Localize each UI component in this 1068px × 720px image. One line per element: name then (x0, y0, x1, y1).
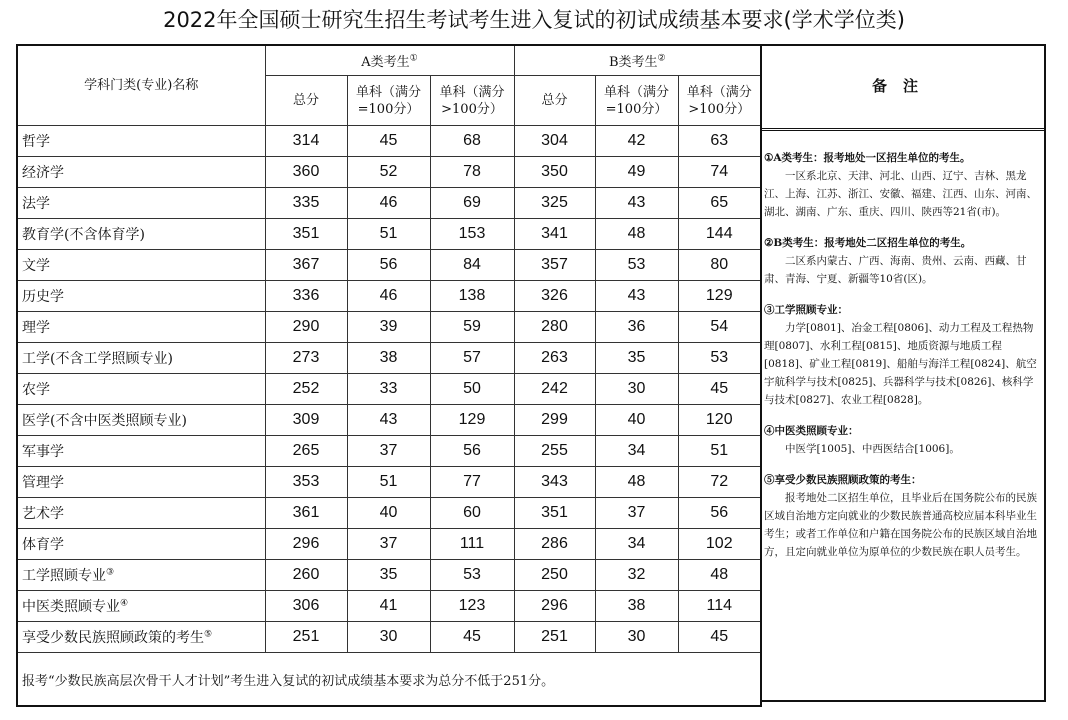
note-heading: ③工学照顾专业： (764, 304, 848, 316)
score-cell: 53 (678, 343, 761, 374)
score-cell: 46 (347, 188, 430, 219)
table-row (17, 498, 761, 529)
score-cell: 48 (595, 219, 678, 250)
score-cell: 45 (347, 126, 430, 157)
score-cell: 314 (265, 126, 347, 157)
discipline-name: 中医类照顾专业④ (17, 591, 265, 622)
score-cell: 72 (678, 467, 761, 498)
table-row (17, 157, 761, 188)
score-cell: 51 (347, 467, 430, 498)
score-cell: 280 (514, 312, 595, 343)
discipline-name: 经济学 (17, 157, 265, 188)
note-mark: ② (657, 53, 666, 64)
b-single100-header: 单科（满分 =100分） (595, 76, 678, 126)
score-cell: 53 (430, 560, 514, 591)
score-cell: 102 (678, 529, 761, 560)
score-cell: 59 (430, 312, 514, 343)
discipline-name: 体育学 (17, 529, 265, 560)
score-cell: 80 (678, 250, 761, 281)
score-cell: 251 (514, 622, 595, 653)
score-cell: 260 (265, 560, 347, 591)
score-cell: 353 (265, 467, 347, 498)
score-cell: 65 (678, 188, 761, 219)
score-cell: 38 (595, 591, 678, 622)
score-cell: 43 (595, 188, 678, 219)
score-cell: 250 (514, 560, 595, 591)
score-cell: 309 (265, 405, 347, 436)
score-cell: 129 (678, 281, 761, 312)
score-cell: 114 (678, 591, 761, 622)
score-cell: 30 (595, 374, 678, 405)
score-cell: 41 (347, 591, 430, 622)
notes-panel (760, 44, 1046, 702)
score-cell: 360 (265, 157, 347, 188)
score-cell: 60 (430, 498, 514, 529)
notes-body (762, 131, 1044, 561)
table-row (17, 436, 761, 467)
discipline-name: 工学(不含工学照顾专业) (17, 343, 265, 374)
score-cell: 45 (678, 622, 761, 653)
discipline-name: 历史学 (17, 281, 265, 312)
score-cell: 299 (514, 405, 595, 436)
score-cell: 34 (595, 529, 678, 560)
score-cell: 34 (595, 436, 678, 467)
discipline-name: 文学 (17, 250, 265, 281)
score-cell: 111 (430, 529, 514, 560)
score-cell: 48 (678, 560, 761, 591)
note-item (764, 471, 1038, 561)
table-row (17, 405, 761, 436)
score-cell: 138 (430, 281, 514, 312)
note-heading: ⑤享受少数民族照顾政策的考生： (764, 474, 922, 486)
score-cell: 77 (430, 467, 514, 498)
score-cell: 74 (678, 157, 761, 188)
score-cell: 351 (265, 219, 347, 250)
table-row (17, 126, 761, 157)
discipline-name: 艺术学 (17, 498, 265, 529)
discipline-header: 学科门类(专业)名称 (17, 45, 265, 126)
score-cell: 46 (347, 281, 430, 312)
note-heading: ④中医类照顾专业： (764, 425, 859, 437)
score-cell: 40 (347, 498, 430, 529)
score-cell: 351 (514, 498, 595, 529)
a-singleover-header: 单科（满分 >100分） (430, 76, 514, 126)
discipline-name: 工学照顾专业③ (17, 560, 265, 591)
score-cell: 296 (514, 591, 595, 622)
score-cell: 30 (347, 622, 430, 653)
note-item (764, 149, 1038, 221)
discipline-name: 教育学(不含体育学) (17, 219, 265, 250)
score-cell: 120 (678, 405, 761, 436)
score-cell: 33 (347, 374, 430, 405)
score-cell: 251 (265, 622, 347, 653)
score-cell: 357 (514, 250, 595, 281)
score-cell: 263 (514, 343, 595, 374)
score-cell: 35 (595, 343, 678, 374)
score-cell: 325 (514, 188, 595, 219)
note-text: 中医学[1005]、中西医结合[1006]。 (785, 443, 960, 455)
score-cell: 341 (514, 219, 595, 250)
table-row (17, 219, 761, 250)
score-cell: 35 (347, 560, 430, 591)
score-cell: 129 (430, 405, 514, 436)
note-text: 力学[0801]、冶金工程[0806]、动力工程及工程热物理[0807]、水利工程[0815]、地质资源与地质工程[0818]、矿业工程[0819]、船舶与海洋工程[0824]、航空宇航科学与技术[0825]、兵器科学与技术[0826]、核科学与技术[0827]、农业工程[0828]。 (764, 322, 1037, 406)
score-cell: 255 (514, 436, 595, 467)
note-heading: ①A类考生：报考地处一区招生单位的考生。 (764, 152, 971, 164)
group-b-header: B类考生② (514, 45, 761, 76)
discipline-name: 法学 (17, 188, 265, 219)
score-cell: 56 (678, 498, 761, 529)
score-cell: 57 (430, 343, 514, 374)
score-cell: 51 (347, 219, 430, 250)
score-cell: 123 (430, 591, 514, 622)
note-mark: ① (409, 53, 418, 64)
discipline-name: 哲学 (17, 126, 265, 157)
table-row (17, 250, 761, 281)
score-cell: 252 (265, 374, 347, 405)
score-cell: 37 (595, 498, 678, 529)
score-cell: 336 (265, 281, 347, 312)
score-cell: 350 (514, 157, 595, 188)
score-cell: 38 (347, 343, 430, 374)
b-singleover-header: 单科（满分 >100分） (678, 76, 761, 126)
table-row (17, 312, 761, 343)
table-row (17, 529, 761, 560)
page-title: 2022年全国硕士研究生招生考试考生进入复试的初试成绩基本要求(学术学位类) (163, 8, 905, 32)
table-row (17, 591, 761, 622)
score-cell: 49 (595, 157, 678, 188)
discipline-name: 理学 (17, 312, 265, 343)
score-cell: 45 (430, 622, 514, 653)
score-cell: 343 (514, 467, 595, 498)
note-text: 报考地处二区招生单位，且毕业后在国务院公布的民族区域自治地方定向就业的少数民族普通高校应届本科毕业生考生；或者工作单位和户籍在国务院公布的民族区域自治地方，且定向就业单位为原单位的少数民族在职人员考生。 (764, 492, 1037, 558)
discipline-name: 军事学 (17, 436, 265, 467)
score-cell: 326 (514, 281, 595, 312)
score-cell: 361 (265, 498, 347, 529)
score-cell: 39 (347, 312, 430, 343)
score-cell: 42 (595, 126, 678, 157)
score-cell: 68 (430, 126, 514, 157)
b-total-header: 总分 (514, 76, 595, 126)
score-cell: 52 (347, 157, 430, 188)
note-item (764, 234, 1038, 288)
note-mark: ⑤ (204, 629, 213, 640)
note-item (764, 301, 1038, 409)
score-cell: 296 (265, 529, 347, 560)
score-cell: 84 (430, 250, 514, 281)
table-row (17, 188, 761, 219)
score-cell: 43 (595, 281, 678, 312)
score-cell: 304 (514, 126, 595, 157)
score-cell: 40 (595, 405, 678, 436)
note-item (764, 422, 1038, 458)
score-cell: 30 (595, 622, 678, 653)
note-heading: ②B类考生：报考地处二区招生单位的考生。 (764, 237, 972, 249)
score-cell: 69 (430, 188, 514, 219)
note-mark: ③ (106, 567, 115, 578)
score-cell: 50 (430, 374, 514, 405)
score-cell: 306 (265, 591, 347, 622)
discipline-name: 管理学 (17, 467, 265, 498)
notes-header: 备注 (762, 46, 1044, 131)
score-cell: 56 (347, 250, 430, 281)
score-cell: 78 (430, 157, 514, 188)
table-row (17, 281, 761, 312)
score-cell: 367 (265, 250, 347, 281)
score-cell: 153 (430, 219, 514, 250)
discipline-name: 医学(不含中医类照顾专业) (17, 405, 265, 436)
score-cell: 48 (595, 467, 678, 498)
note-text: 一区系北京、天津、河北、山西、辽宁、吉林、黑龙江、上海、江苏、浙江、安徽、福建、江西、山东、河南、湖北、湖南、广东、重庆、四川、陕西等21省(市)。 (764, 170, 1037, 218)
note-text: 二区系内蒙古、广西、海南、贵州、云南、西藏、甘肃、青海、宁夏、新疆等10省(区)。 (764, 255, 1027, 285)
score-cell: 45 (678, 374, 761, 405)
discipline-name: 享受少数民族照顾政策的考生⑤ (17, 622, 265, 653)
score-cell: 37 (347, 436, 430, 467)
score-cell: 63 (678, 126, 761, 157)
score-cell: 290 (265, 312, 347, 343)
score-cell: 286 (514, 529, 595, 560)
score-cell: 53 (595, 250, 678, 281)
footer-note: 报考“少数民族高层次骨干人才计划”考生进入复试的初试成绩基本要求为总分不低于251分。 (17, 653, 761, 707)
score-cell: 37 (347, 529, 430, 560)
score-cell: 144 (678, 219, 761, 250)
score-cell: 32 (595, 560, 678, 591)
group-a-header: A类考生① (265, 45, 514, 76)
score-cell: 56 (430, 436, 514, 467)
score-cell: 273 (265, 343, 347, 374)
score-cell: 36 (595, 312, 678, 343)
score-cell: 265 (265, 436, 347, 467)
a-total-header: 总分 (265, 76, 347, 126)
note-mark: ④ (120, 598, 129, 609)
discipline-name: 农学 (17, 374, 265, 405)
table-row (17, 560, 761, 591)
a-single100-header: 单科（满分 =100分） (347, 76, 430, 126)
score-cell: 242 (514, 374, 595, 405)
table-row (17, 467, 761, 498)
score-cell: 51 (678, 436, 761, 467)
table-row (17, 622, 761, 653)
table-row (17, 374, 761, 405)
score-cell: 54 (678, 312, 761, 343)
score-table (16, 44, 762, 707)
score-cell: 43 (347, 405, 430, 436)
table-row (17, 343, 761, 374)
score-cell: 335 (265, 188, 347, 219)
